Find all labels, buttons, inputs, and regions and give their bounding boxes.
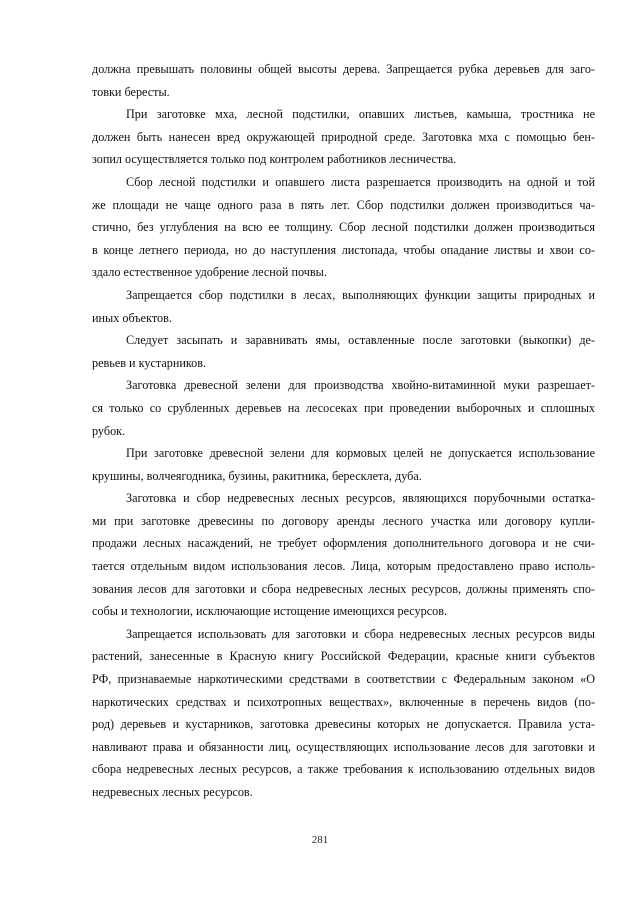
text-line: ми при заготовке древесины по договору аренды лесного участка или договору купли- [92,513,595,528]
paragraph [92,623,595,804]
paragraph [92,442,595,487]
text-line: род) деревьев и кустарников, заготовка древесины которых не допускается. Правила уста- [92,717,595,732]
text-line: продажи лесных насаждений, не требует оформления дополнительного договора и не счи- [92,536,595,551]
text-line: Сбор лесной подстилки и опавшего листа разрешается производить на одной и той [126,174,595,189]
text-line: сбора недревесных лесных ресурсов, а также требования к использованию отдельных видов [92,762,595,777]
text-line: Заготовка древесной зелени для производства хвойно-витаминной муки разрешает- [126,378,595,393]
text-line: ревьев и кустарников. [92,355,207,370]
text-line: Запрещается сбор подстилки в лесах, выполняющих функции защиты природных и [126,287,595,302]
text-line: Следует засыпать и заравнивать ямы, оставленные после заготовки (выкопки) де- [126,333,595,348]
text-line: тается отдельным видом использования лесов. Лица, которым предоставлено право исполь- [92,559,595,574]
text-line: рубок. [92,423,126,438]
page-number: 281 [311,834,329,846]
paragraph [92,58,595,103]
text-line: товки бересты. [92,84,170,99]
text-line: При заготовке древесной зелени для кормовых целей не допускается использование [126,446,595,461]
paragraph [92,284,595,329]
text-line: должен быть нанесен вред окружающей природной среде. Заготовка мха с помощью бен- [92,129,595,144]
paragraph [92,329,595,374]
text-line: здало естественное удобрение лесной почвы. [92,265,327,280]
text-line: же площади не чаще одного раза в пять лет. Сбор подстилки должен производиться ча- [92,197,595,212]
text-line: недревесных лесных ресурсов. [92,785,253,799]
text-line: РФ, признаваемые наркотическими средствами в соответствии с Федеральным законом «О [92,672,595,687]
text-line: собы и технологии, исключающие истощение имеющихся ресурсов. [92,604,448,619]
text-line: растений, занесенные в Красную книгу Российской Федерации, красные книги субъектов [92,649,595,664]
text-line: наркотических средствах и психотропных веществах», включенные в перечень видов (по- [92,694,595,709]
paragraph [92,374,595,442]
text-line: иных объектов. [92,310,172,325]
text-line: зования лесов для заготовки и сбора недревесных лесных ресурсов, должны применять спо- [92,581,595,596]
text-line: крушины, волчеягодника, бузины, ракитника, бересклета, дуба. [92,468,422,483]
text-line: Запрещается использовать для заготовки и сбора недревесных лесных ресурсов виды [126,626,595,641]
document-body [92,58,595,804]
text-line: зопил осуществляется только под контролем работников лесничества. [92,152,457,167]
text-line: ся только со срубленных деревьев на лесосеках при проведении выборочных и сплошных [92,400,595,415]
paragraph [92,487,595,623]
paragraph [92,103,595,171]
paragraph [92,171,595,284]
text-line: стично, без углубления на всю ее толщину. Сбор лесной подстилки должен производиться [92,220,595,235]
text-line: в конце летнего периода, но до наступления листопада, чтобы опадание листвы и хвои со- [92,242,595,257]
text-line: При заготовке мха, лесной подстилки, опавших листьев, камыша, тростника не [126,107,595,122]
text-line: Заготовка и сбор недревесных лесных ресурсов, являющихся порубочными остатка- [126,491,595,506]
text-line: навливают права и обязанности лиц, осуществляющих использование лесов для заготовки и [92,739,595,754]
text-line: должна превышать половины общей высоты дерева. Запрещается рубка деревьев для заго- [92,62,595,76]
